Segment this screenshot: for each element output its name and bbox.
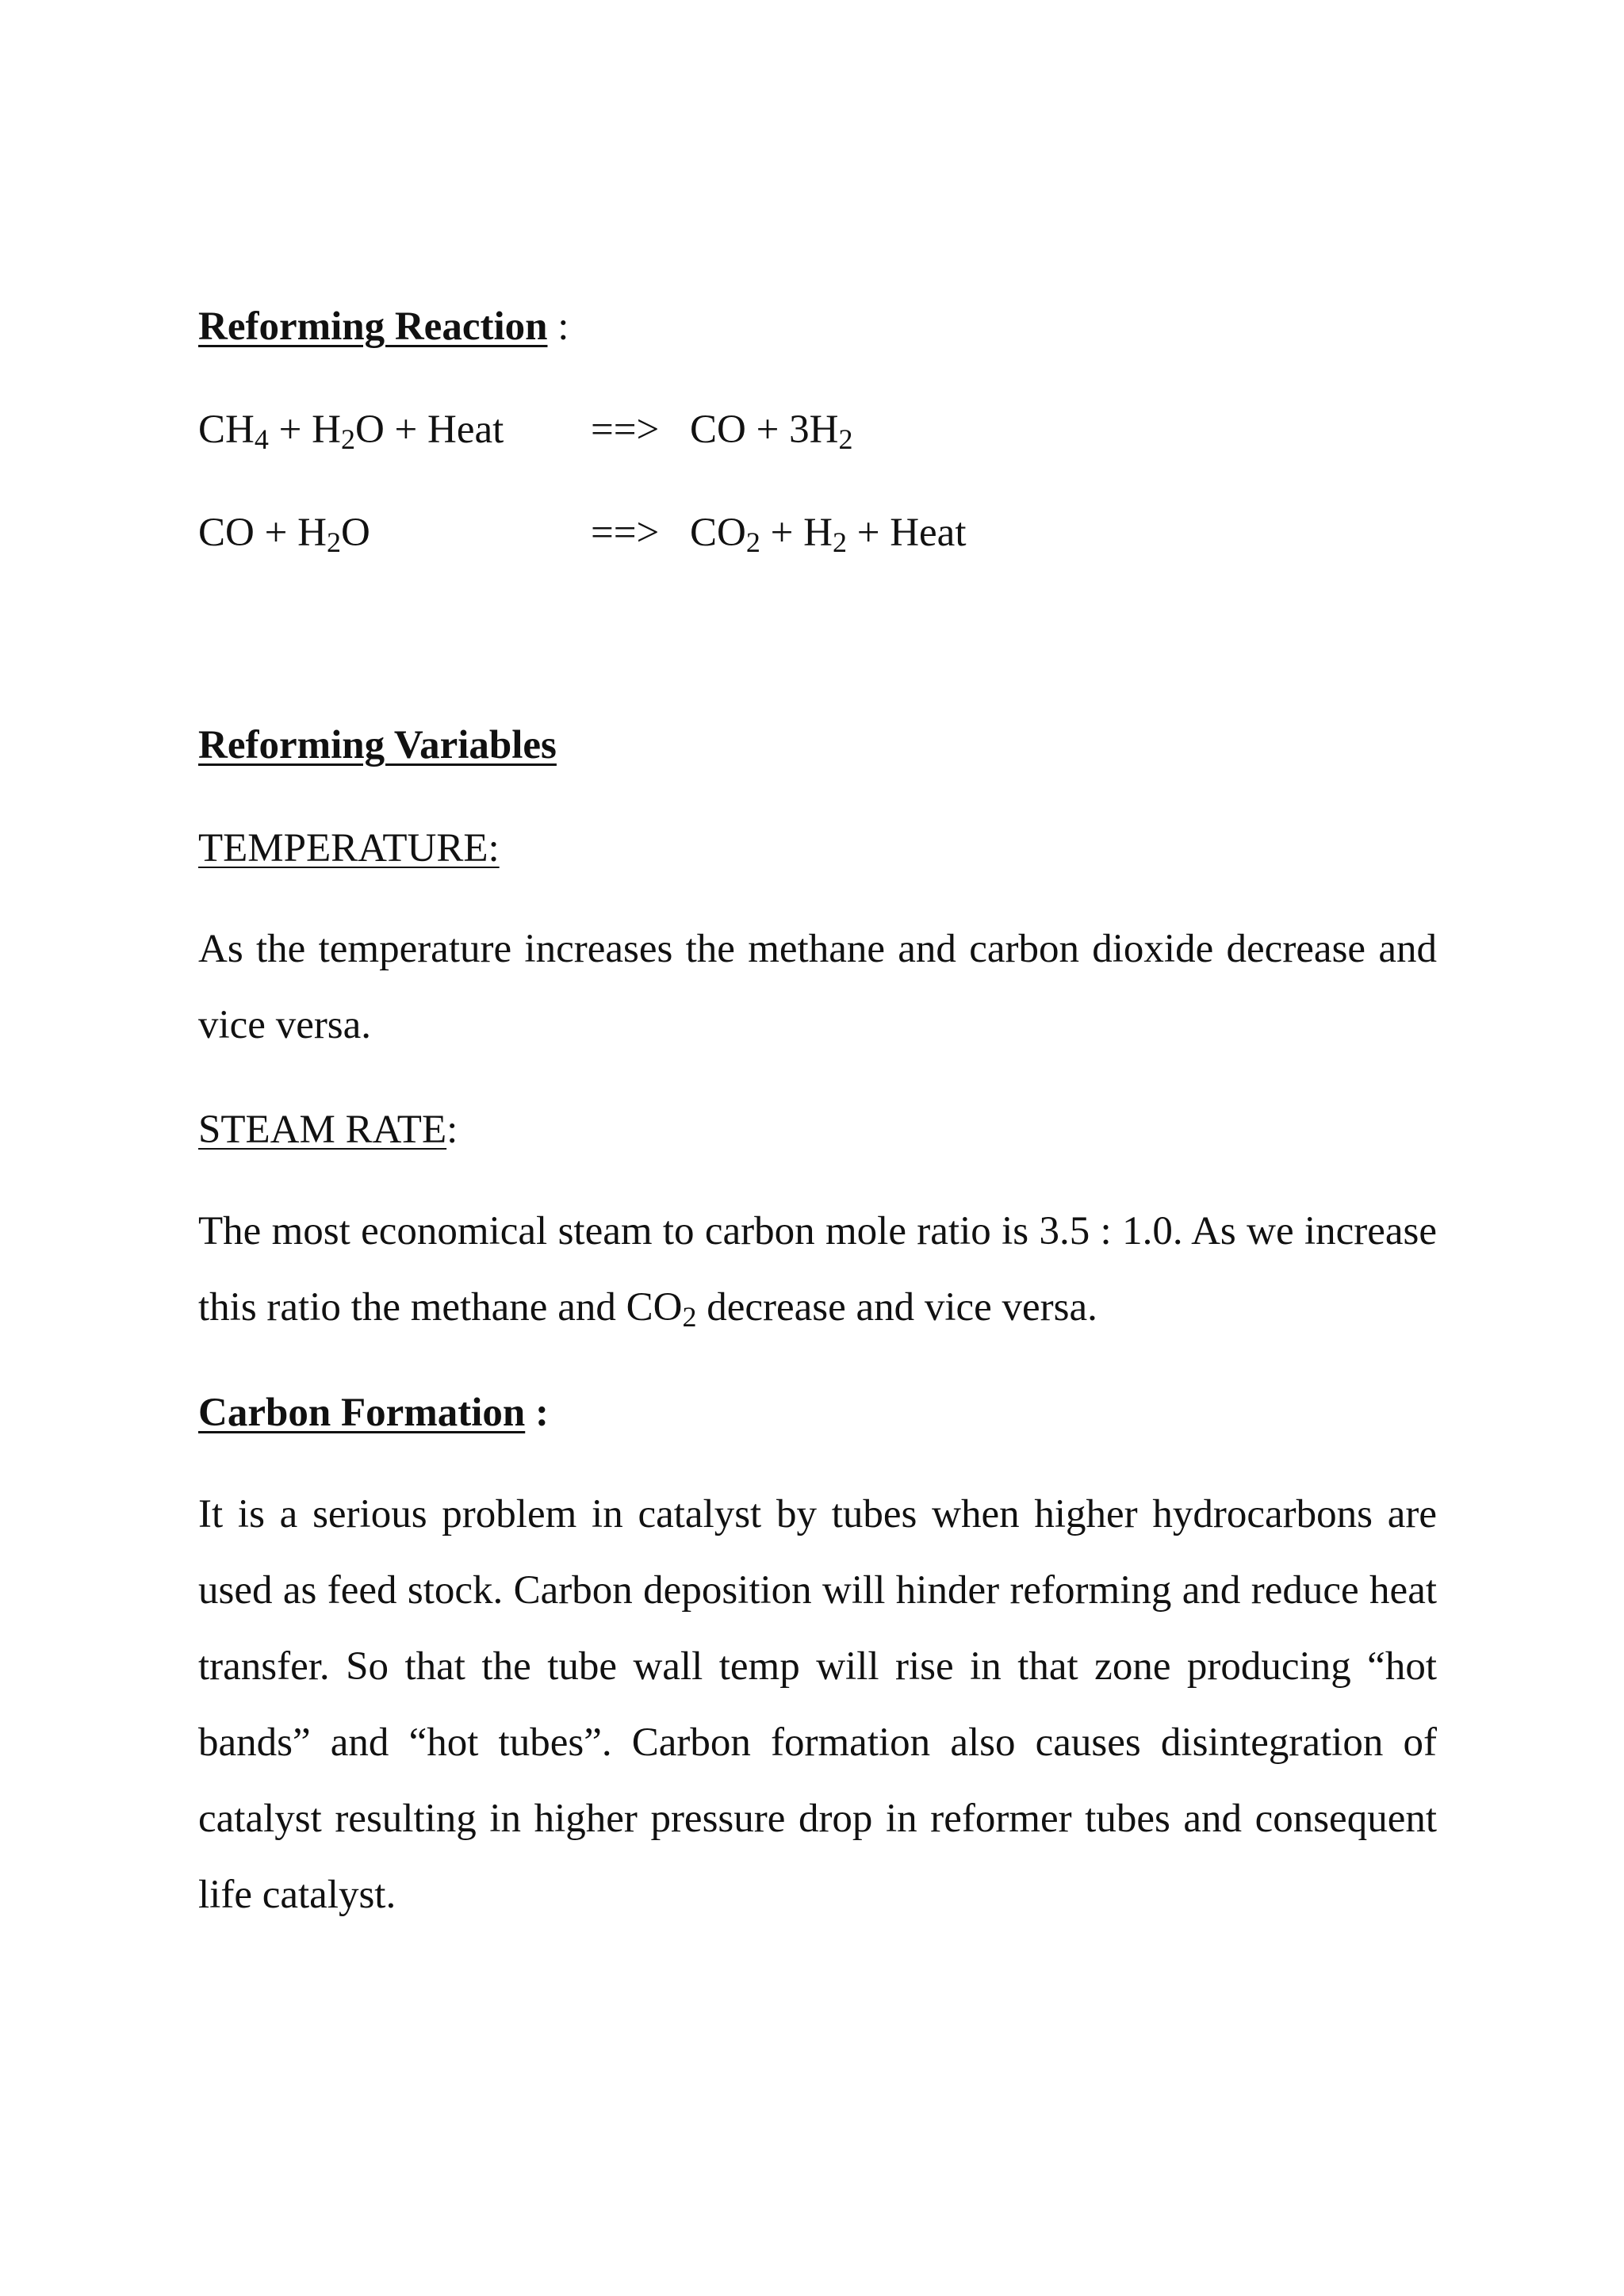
equation-2-rhs: $CO_2 + H_2$ + Heat xyxy=(690,511,967,558)
equation-2-lhs: CO + $H_2O$ xyxy=(198,511,370,558)
equation-1-rhs: CO + $3H_2$ xyxy=(690,408,853,455)
equation-1-arrow: ==> xyxy=(591,408,660,452)
steam-rate-separator: : xyxy=(446,1108,458,1152)
carbon-formation-heading xyxy=(198,1389,549,1437)
temperature-paragraph: As the temperature increases the methane and carbon dioxide decrease and vice versa. xyxy=(198,927,1437,1047)
reforming-reaction-title: Reforming Reaction xyxy=(198,304,548,349)
temperature-label: TEMPERATURE: xyxy=(198,826,500,871)
equation-1-lhs: $CH_4 + H_2O$ + Heat xyxy=(198,408,504,455)
steam-rate-paragraph: The most economical steam to carbon mole ratio is 3.5 : 1.0. As we increase this ratio the methane and $CO_2$ decrease and vice versa. xyxy=(198,1209,1437,1333)
steam-rate-title: STEAM RATE xyxy=(198,1108,447,1152)
reforming-variables-heading xyxy=(198,721,557,769)
carbon-formation-separator: : xyxy=(534,1391,549,1435)
reforming-reaction-heading xyxy=(198,303,569,350)
reforming-variables-title: Reforming Variables xyxy=(198,723,557,767)
equation-2-arrow: ==> xyxy=(591,511,660,555)
carbon-formation-paragraph: It is a serious problem in catalyst by tubes when higher hydrocarbons are used as feed stock. Carbon deposition will hinder reforming and reduce heat transfer. So that the tube wall temp will rise in that zone producing “hot bands” and “hot tubes”. Carbon formation also causes disintegration of catalyst resulting in higher pressure drop in reformer tubes and consequent life catalyst. xyxy=(198,1492,1437,1917)
reforming-reaction-separator: : xyxy=(557,304,569,349)
carbon-formation-title: Carbon Formation xyxy=(198,1391,526,1435)
steam-rate-label xyxy=(198,1106,458,1154)
